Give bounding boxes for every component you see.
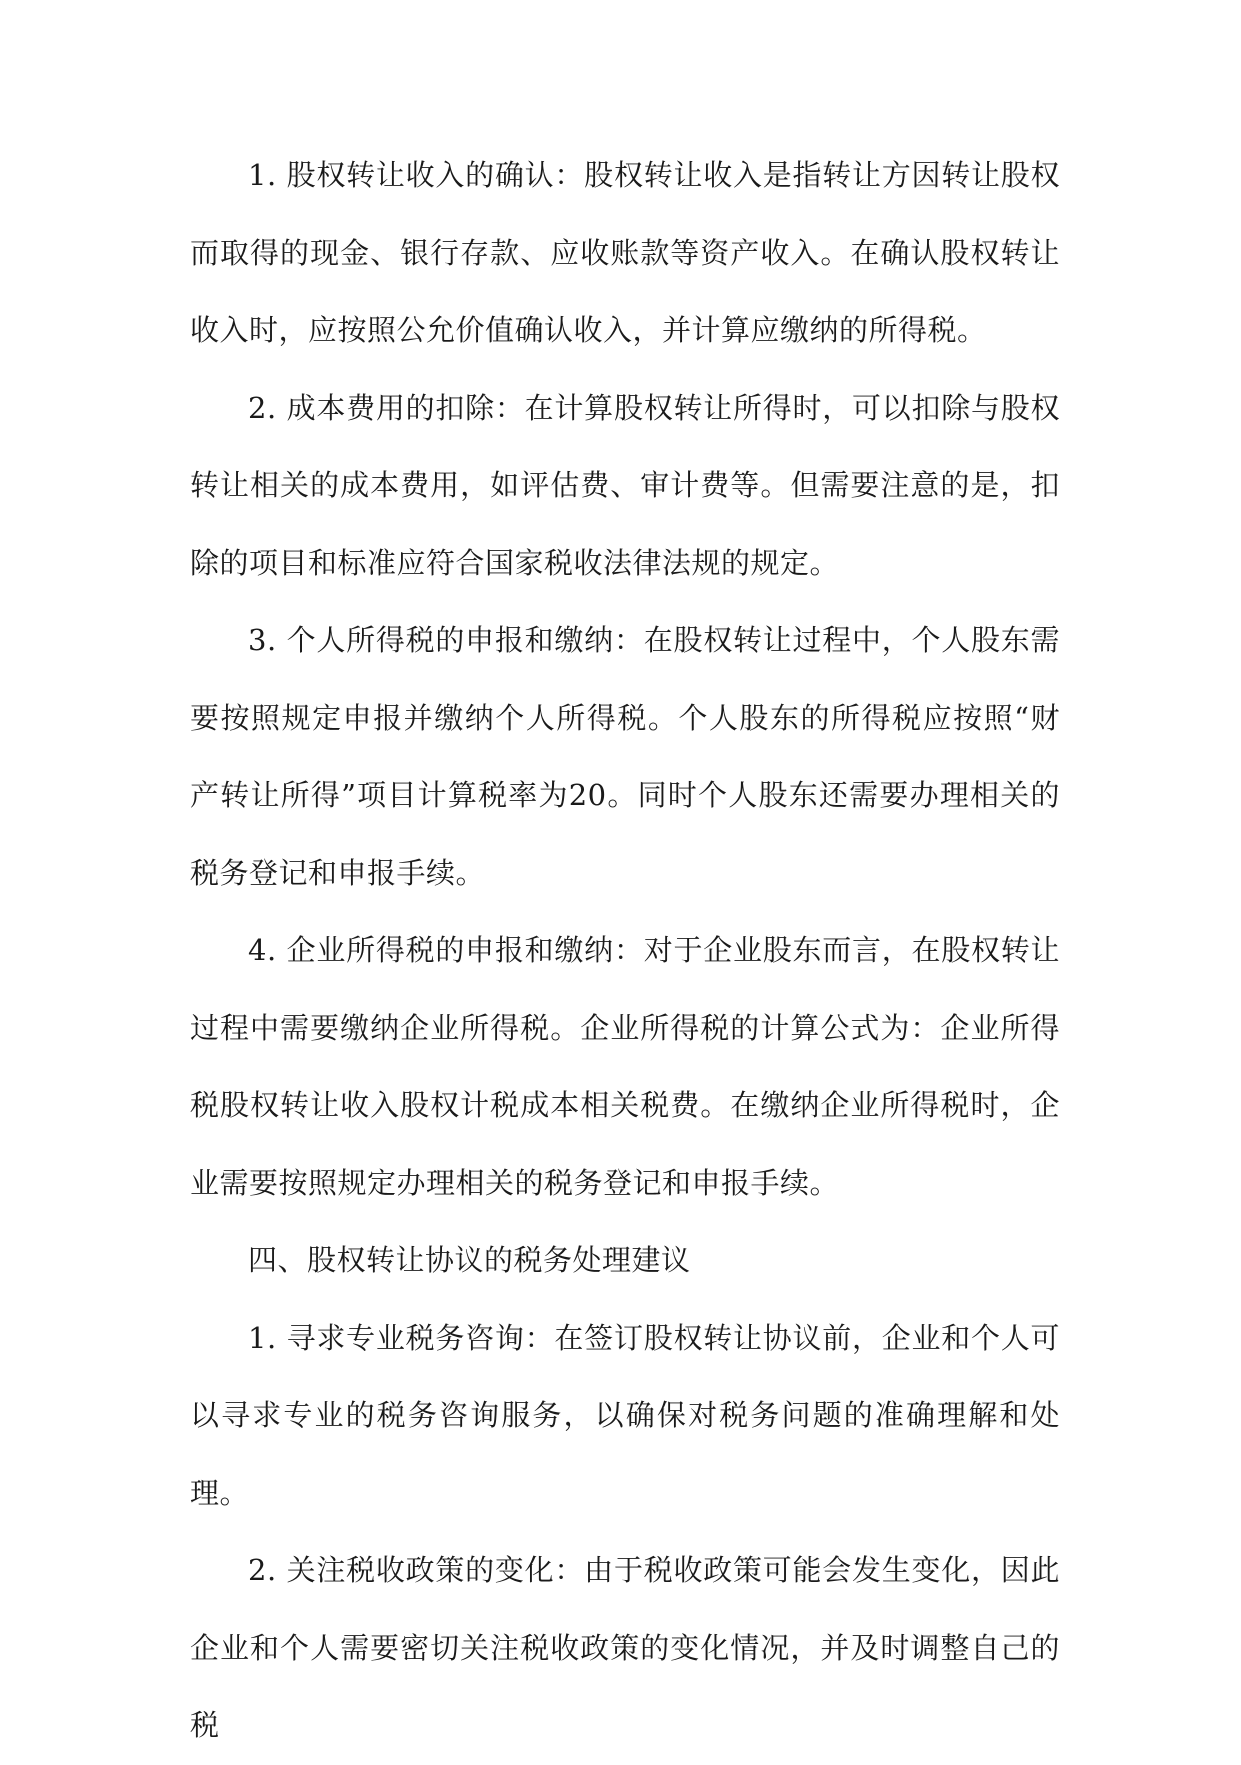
paragraph-equity-income: 1. 股权转让收入的确认：股权转让收入是指转让方因转让股权而取得的现金、银行存款、应收账款等资产收入。在确认股权转让收入时，应按照公允价值确认收入，并计算应缴纳的所得税。 [190, 158, 1060, 347]
paragraph-tax-consulting: 1. 寻求专业税务咨询：在签订股权转让协议前，企业和个人可以寻求专业的税务咨询服务，以确保对税务问题的准确理解和处理。 [190, 1320, 1060, 1510]
paragraph-policy-changes: 2. 关注税收政策的变化：由于税收政策可能会发生变化，因此企业和个人需要密切关注税收政策的变化情况，并及时调整自己的税 [190, 1553, 1060, 1742]
section-heading: 四、股权转让协议的税务处理建议 [248, 1243, 691, 1277]
paragraph-cost-deduction: 2. 成本费用的扣除：在计算股权转让所得时，可以扣除与股权转让相关的成本费用，如评估费、审计费等。但需要注意的是，扣除的项目和标准应符合国家税收法律法规的规定。 [190, 390, 1060, 580]
paragraph-personal-income-tax: 3. 个人所得税的申报和缴纳：在股权转让过程中，个人股东需要按照规定申报并缴纳个人所得税。个人股东的所得税应按照“财产转让所得”项目计算税率为20。同时个人股东还需要办理相关的税务登记和申报手续。 [190, 623, 1060, 890]
paragraph-corporate-income-tax: 4. 企业所得税的申报和缴纳：对于企业股东而言，在股权转让过程中需要缴纳企业所得税。企业所得税的计算公式为：企业所得税股权转让收入股权计税成本相关税费。在缴纳企业所得税时，企业需要按照规定办理相关的税务登记和申报手续。 [190, 933, 1060, 1200]
document-body [190, 137, 1060, 1765]
